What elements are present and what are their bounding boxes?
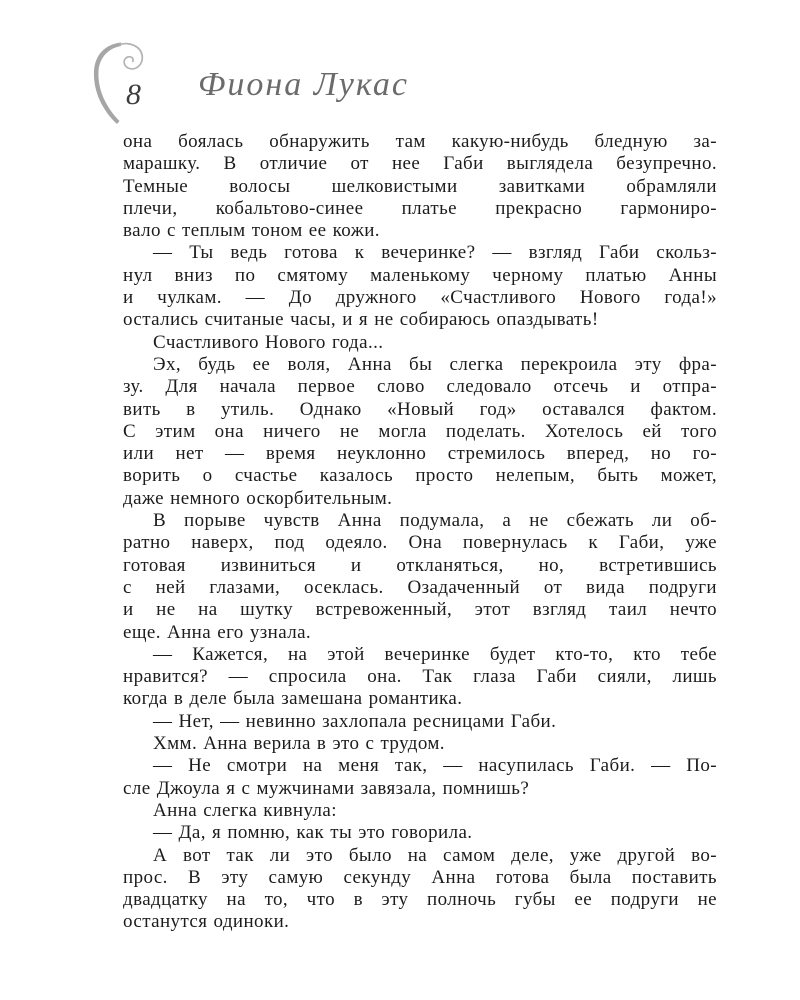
text-line: она боялась обнаружить там какую-нибудь бледную за- xyxy=(123,131,717,152)
text-line: А вот так ли это было на самом деле, уже другой во- xyxy=(153,844,717,866)
flourish-spiral xyxy=(120,44,142,69)
text-line: с ней глазами, осеклась. Озадаченный от вида подруги xyxy=(123,576,717,598)
text-line: двадцатку на то, что в эту полночь губы ее подруги не xyxy=(123,889,717,911)
text-line: вить в утиль. Однако «Новый год» оставался фактом. xyxy=(123,398,717,420)
page-body xyxy=(123,131,717,934)
text-line: сле Джоула я с мужчинами завязала, помнишь? xyxy=(123,777,530,799)
text-line: или нет — время неуклонно стремилось вперед, но го- xyxy=(123,443,717,465)
text-line: — Ты ведь готова к вечеринке? — взгляд Габи скольз- xyxy=(153,242,717,264)
author-name: Фиона Лукас xyxy=(198,66,409,103)
flourish-tail xyxy=(94,43,121,125)
text-line: ратно наверх, под одеяло. Она повернулась к Габи, уже xyxy=(123,532,717,554)
text-line: нравится? — спросила она. Так глаза Габи сияли, лишь xyxy=(123,666,717,688)
text-line: еще. Анна его узнала. xyxy=(123,621,312,643)
text-line: Темные волосы шелковистыми завитками обрамляли xyxy=(123,175,717,197)
text-line: В порыве чувств Анна подумала, а не сбежать ли об- xyxy=(153,510,717,532)
text-line: Счастливого Нового года... xyxy=(153,331,384,353)
text-line: вало с теплым тоном ее кожи. xyxy=(123,220,380,242)
paragraph xyxy=(123,711,717,733)
text-line: останутся одиноки. xyxy=(123,911,290,933)
text-line: даже немного оскорбительным. xyxy=(123,487,393,509)
paragraph xyxy=(123,644,717,711)
text-line: и чулкам. — До дружного «Счастливого Нового года!» xyxy=(123,287,717,309)
text-line: нул вниз по смятому маленькому черному платью Анны xyxy=(123,264,717,286)
text-line: — Не смотри на меня так, — насупилась Габи. — По- xyxy=(153,755,717,777)
text-line: плечи, кобальтово-синее платье прекрасно гармониро- xyxy=(123,197,717,219)
text-line: и не на шутку встревоженный, этот взгляд таил нечто xyxy=(123,599,717,621)
page-header xyxy=(0,0,800,130)
text-line: марашку. В отличие от нее Габи выглядела безупречно. xyxy=(123,153,717,175)
text-line: прос. В эту самую секунду Анна готова была поставить xyxy=(123,866,717,888)
text-line: Хмм. Анна верила в это с трудом. xyxy=(153,733,445,755)
text-line: — Да, я помню, как ты это говорила. xyxy=(153,822,473,844)
text-line: Анна слегка кивнула: xyxy=(153,799,337,821)
paragraph xyxy=(123,332,717,354)
text-line: когда в деле была замешана романтика. xyxy=(123,688,463,710)
text-line: С этим она ничего не могла поделать. Хотелось ей того xyxy=(123,420,717,442)
text-line: — Нет, — невинно захлопала ресницами Габи. xyxy=(153,710,557,732)
text-line: готовая извиниться и откланяться, но, встретившись xyxy=(123,554,717,576)
paragraph xyxy=(123,800,717,822)
paragraph xyxy=(123,845,717,934)
text-line: — Кажется, на этой вечеринке будет кто-то, кто тебе xyxy=(153,643,717,665)
paragraph xyxy=(123,822,717,844)
text-line: ворить о счастье казалось просто нелепым, быть может, xyxy=(123,465,717,487)
page-number: 8 xyxy=(126,78,141,111)
paragraph xyxy=(123,510,717,644)
paragraph xyxy=(123,131,717,242)
paragraph xyxy=(123,733,717,755)
text-line: зу. Для начала первое слово следовало отсечь и отпра- xyxy=(123,376,717,398)
text-line: остались считаные часы, и я не собираюсь опаздывать! xyxy=(123,309,599,331)
paragraph xyxy=(123,755,717,800)
paragraph xyxy=(123,242,717,331)
paragraph xyxy=(123,354,717,510)
text-line: Эх, будь ее воля, Анна бы слегка перекроила эту фра- xyxy=(153,353,717,375)
